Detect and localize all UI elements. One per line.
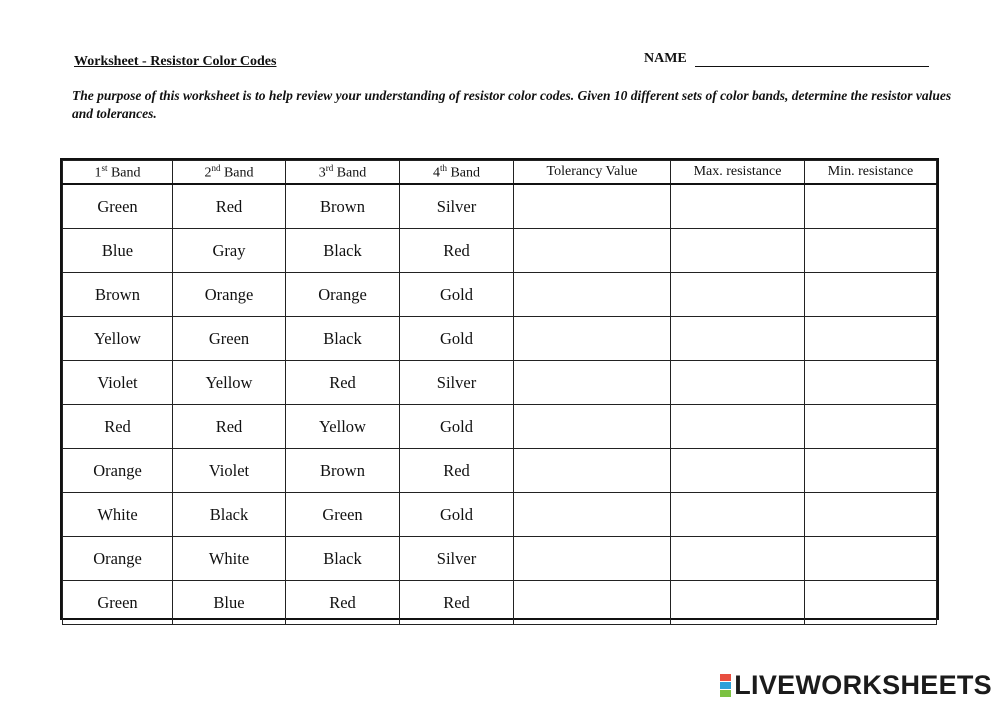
min-resistance-answer-cell[interactable] [805,184,937,229]
name-field [644,51,929,67]
band-color-cell: Yellow [286,405,400,449]
band-color-cell: Yellow [173,361,286,405]
band-color-cell: Silver [400,184,514,229]
band-color-cell: Blue [173,581,286,625]
brand-name: LIVEWORKSHEETS [734,670,992,700]
column-header-suffix: Band [220,165,254,181]
band-color-cell: Gold [400,317,514,361]
name-label: NAME [644,51,687,66]
band-color-cell: Black [173,493,286,537]
column-header-suffix: Band [107,165,141,181]
band-color-cell: Brown [286,184,400,229]
min-resistance-answer-cell[interactable] [805,229,937,273]
tolerance-answer-cell[interactable] [514,537,671,581]
tolerance-answer-cell[interactable] [514,493,671,537]
tolerance-answer-cell[interactable] [514,449,671,493]
max-resistance-answer-cell[interactable] [671,449,805,493]
logo-color-block [720,690,731,697]
column-header [671,161,805,185]
column-header-text: 4 [432,165,440,181]
band-color-cell: Red [400,581,514,625]
table-row [63,361,937,405]
band-color-cell: Green [63,581,173,625]
band-color-cell: White [173,537,286,581]
column-header [400,161,514,185]
max-resistance-answer-cell[interactable] [671,273,805,317]
tolerance-answer-cell[interactable] [514,317,671,361]
band-color-cell: Brown [286,449,400,493]
band-color-cell: Red [400,229,514,273]
column-header-text: 2 [204,165,212,181]
tolerance-answer-cell[interactable] [514,405,671,449]
band-color-cell: Orange [286,273,400,317]
band-color-cell: Blue [63,229,173,273]
max-resistance-answer-cell[interactable] [671,317,805,361]
table-row [63,449,937,493]
band-color-cell: Red [286,581,400,625]
max-resistance-answer-cell[interactable] [671,184,805,229]
column-header [514,161,671,185]
column-header-suffix: Band [333,165,367,181]
min-resistance-answer-cell[interactable] [805,449,937,493]
min-resistance-answer-cell[interactable] [805,581,937,625]
band-color-cell: Red [286,361,400,405]
band-color-cell: Gold [400,405,514,449]
column-header-ordinal: rd [325,162,334,173]
band-color-cell: Green [173,317,286,361]
max-resistance-answer-cell[interactable] [671,361,805,405]
liveworksheets-logo-icon [720,674,731,697]
liveworksheets-logo [720,670,992,701]
band-color-cell: Orange [63,537,173,581]
column-header-text: Tolerancy Value [546,164,638,179]
band-color-cell: Black [286,317,400,361]
band-color-cell: Green [286,493,400,537]
tolerance-answer-cell[interactable] [514,273,671,317]
band-color-cell: Violet [173,449,286,493]
band-color-cell: Black [286,229,400,273]
table-row [63,184,937,229]
column-header-ordinal: th [439,162,447,173]
tolerance-answer-cell[interactable] [514,184,671,229]
worksheet-title: Worksheet - Resistor Color Codes [74,54,277,69]
band-color-cell: Green [63,184,173,229]
table-row [63,229,937,273]
column-header [63,161,173,185]
min-resistance-answer-cell[interactable] [805,537,937,581]
band-color-cell: Orange [173,273,286,317]
band-color-cell: Red [173,405,286,449]
table-body [63,184,937,625]
band-color-cell: Violet [63,361,173,405]
band-color-cell: Black [286,537,400,581]
table-row [63,405,937,449]
column-header-text: Max. resistance [693,164,782,179]
min-resistance-answer-cell[interactable] [805,405,937,449]
band-color-cell: Yellow [63,317,173,361]
band-color-cell: Orange [63,449,173,493]
table-row [63,317,937,361]
max-resistance-answer-cell[interactable] [671,229,805,273]
column-header-ordinal: st [101,162,108,173]
min-resistance-answer-cell[interactable] [805,493,937,537]
resistor-table [62,160,937,625]
logo-color-block [720,682,731,689]
band-color-cell: Red [173,184,286,229]
band-color-cell: Red [400,449,514,493]
table-row [63,273,937,317]
column-header [173,161,286,185]
column-header [805,161,937,185]
column-header-text: 1 [94,165,102,181]
table-header-row [63,161,937,185]
tolerance-answer-cell[interactable] [514,229,671,273]
band-color-cell: Brown [63,273,173,317]
band-color-cell: Silver [400,537,514,581]
max-resistance-answer-cell[interactable] [671,405,805,449]
table-row [63,493,937,537]
name-blank-line[interactable] [695,52,929,67]
max-resistance-answer-cell[interactable] [671,537,805,581]
tolerance-answer-cell[interactable] [514,361,671,405]
table-row [63,537,937,581]
tolerance-answer-cell[interactable] [514,581,671,625]
band-color-cell: Silver [400,361,514,405]
column-header-text: 3 [318,165,326,181]
band-color-cell: Gray [173,229,286,273]
column-header-ordinal: nd [211,162,221,173]
band-color-cell: Gold [400,493,514,537]
band-color-cell: Gold [400,273,514,317]
column-header [286,161,400,185]
min-resistance-answer-cell[interactable] [805,273,937,317]
resistor-table-frame [60,158,939,620]
worksheet-instructions: The purpose of this worksheet is to help review your understanding of resistor color codes. Given 10 different sets of color bands, determine the resistor values and tolerances. [72,88,952,121]
logo-color-block [720,674,731,681]
column-header-suffix: Band [446,165,481,181]
min-resistance-answer-cell[interactable] [805,361,937,405]
max-resistance-answer-cell[interactable] [671,581,805,625]
band-color-cell: White [63,493,173,537]
table-row [63,581,937,625]
max-resistance-answer-cell[interactable] [671,493,805,537]
column-header-text: Min. resistance [827,164,914,179]
band-color-cell: Red [63,405,173,449]
min-resistance-answer-cell[interactable] [805,317,937,361]
